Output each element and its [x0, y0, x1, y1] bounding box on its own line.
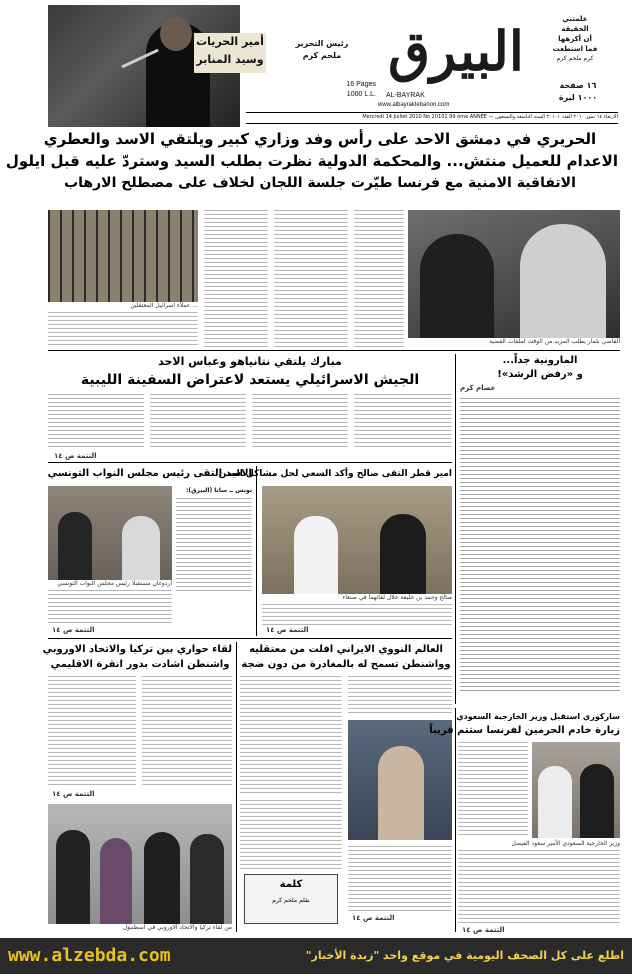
tunisia-text-1 — [176, 498, 252, 594]
column-author: عصام كرم — [460, 384, 496, 392]
tunisia-text-2 — [48, 590, 172, 624]
website: www.albayraklebanon.com — [378, 102, 450, 108]
tunisia-photo — [48, 486, 172, 580]
promo-text-box — [194, 33, 266, 73]
bellemare-photo — [408, 210, 620, 338]
opinion-column — [460, 354, 620, 704]
story-text-col-3 — [274, 210, 348, 348]
iran-text-4 — [348, 846, 452, 912]
figure-1 — [58, 512, 92, 580]
tunisia-dateline: تونس ــ سانا (البيرق): — [186, 487, 252, 494]
turkey-eu-continued: التتمة ص ١٤ — [52, 790, 95, 798]
iran-title-1: العالم النووي الايراني افلت من معتقليه — [249, 644, 443, 655]
headline-2: الاعدام للعميل منتش... والمحكمة الدولية نظرت بطلب السيد وستردّ عليه قبل ايلول — [5, 152, 618, 170]
saudi-photo — [532, 742, 620, 838]
slogan-author: كرم ملحم كرم — [556, 55, 594, 62]
eu-caption: من لقاء تركيا والاتحاد الاوروبي في اسطنبول — [122, 924, 232, 931]
mubarak-text-2 — [150, 394, 246, 450]
mubarak-kicker: مبارك يلتقي نتانياهو وعباس الاحد — [158, 355, 342, 368]
saudi-text-2 — [458, 850, 620, 924]
iran-text-2 — [348, 676, 452, 716]
headline-1: الحريري في دمشق الاحد على رأس وفد وزاري كبير ويلتقي الاسد والعطري — [43, 130, 597, 148]
tunisia-continued: التتمة ص ١٤ — [52, 626, 95, 634]
eu-figure-4 — [190, 834, 224, 924]
prison-caption: ... عملاء اسرائيل المعتقلين — [130, 302, 198, 309]
footer-banner[interactable] — [0, 938, 632, 974]
turkey-eu-title-2: واشنطن اشادت بدور انقرة الاقليمي — [50, 659, 230, 670]
footer-slogan: اطلع على كل الصحف اليومية في موقع واحد "زبدة الأخبار" — [305, 949, 624, 962]
pages-price-en — [330, 80, 376, 104]
person-left — [420, 234, 494, 338]
iran-title-2: وواشنطن تسمح له بالمغادرة من دون ضجة — [241, 659, 451, 670]
tunisia-divider — [256, 466, 257, 636]
turkey-eu-text-2 — [142, 676, 232, 786]
turkey-eu-title-1: لقاء حواري بين تركيا والاتحاد الاوروبي — [42, 644, 232, 655]
mubarak-text-3 — [252, 394, 348, 450]
qatar-photo — [262, 486, 452, 594]
promo-inside: كلمة — [279, 879, 303, 890]
pages-price-ar — [548, 80, 608, 108]
mubarak-text-4 — [354, 394, 452, 450]
iran-continued: التتمة ص ١٤ — [352, 914, 395, 922]
editor-info — [286, 38, 358, 68]
yemen-continued: التتمة ص ١٤ — [266, 626, 309, 634]
slogan-line-2: الحقيقة — [561, 25, 589, 33]
masthead — [0, 0, 632, 130]
saudi-figure-2 — [580, 764, 614, 838]
column-divider — [455, 354, 456, 704]
iran-text-1 — [240, 676, 342, 796]
slogan-line-4: فما استطعت — [552, 45, 598, 53]
column-title-1: المارونية جداً... — [502, 355, 578, 366]
promo-line-1: أمير الحريات — [196, 35, 264, 48]
slogan-line-1: علمتني — [562, 15, 588, 23]
column-text — [460, 398, 620, 694]
speaker-head — [160, 17, 192, 51]
emir-figure — [294, 516, 338, 594]
pages-ar: ١٦ صفحة — [559, 81, 597, 90]
yemen-title: امير قطر التقى صالح وأكد السعي لحل مشاكل اليمن — [218, 469, 452, 479]
story-text-col-1 — [48, 312, 198, 348]
footer-website[interactable]: www.alzebda.com — [8, 945, 171, 966]
date-line: Mercredi 14 Juillet 2010 No 20101 99 ème ANNÉE — الاربعاء ١٤ تموز ٢٠١٠ العدد ٢٠١٠١ السنة التاسعة والتسعون — [362, 114, 618, 120]
promo-line-2: وسيد المنابر — [196, 53, 264, 66]
logo-en: AL-BAYRAK — [386, 92, 425, 99]
divider-1 — [48, 350, 620, 351]
column-title-2: و «رفض الرشد»! — [497, 369, 583, 380]
mubarak-title: الجيش الاسرائيلي يستعد لاعتراض السفينة الليبية — [80, 372, 420, 388]
figure-2 — [122, 516, 160, 580]
prison-photo — [48, 210, 198, 302]
eu-photo — [48, 804, 232, 924]
person-right — [520, 224, 606, 338]
divider-2 — [48, 462, 452, 463]
saudi-kicker: ساركوزي استقبل وزير الخارجية السعودي — [456, 712, 620, 721]
divider-3 — [48, 638, 452, 639]
eu-figure-1 — [56, 830, 90, 924]
bellemare-caption: القاضي بلمار يطلب المزيد من الوقت لملفات القضية — [489, 338, 620, 345]
story-text-col-4 — [354, 210, 404, 348]
eu-figure-3 — [144, 832, 180, 924]
yemen-text — [262, 604, 452, 626]
eu-figure-2 — [100, 838, 132, 924]
slogan-block — [540, 14, 610, 76]
headline-3: الاتفاقية الامنية مع فرنسا طيّرت جلسة اللجان لخلاف على مصطلح الارهاب — [64, 175, 576, 191]
promo-photo — [48, 5, 264, 127]
editor-title: رئيس التحرير — [295, 39, 349, 48]
saudi-figure-1 — [538, 766, 572, 838]
mubarak-text-1 — [48, 394, 144, 450]
logo-text: البيرق — [388, 19, 524, 83]
mubarak-continued: التتمة ص ١٤ — [54, 452, 97, 460]
turkey-caption: اردوغان مستقبلا رئيس مجلس النواب التونسي — [57, 580, 172, 587]
saudi-continued: التتمة ص ١٤ — [462, 926, 505, 934]
promo-box — [244, 874, 338, 924]
scientist-figure — [378, 746, 424, 840]
saudi-caption: وزير الخارجية السعودي الأمير سعود الفيصل — [511, 840, 620, 847]
slogan-line-3: أن أكرهها — [558, 35, 592, 43]
iran-text-3 — [240, 800, 342, 870]
saleh-figure — [380, 514, 426, 594]
tunisia-title: الاسد التقى رئيس مجلس النواب التونسي — [47, 468, 252, 479]
qatar-caption: صالح وحمد بن خليفة خلال لقائهما في صنعاء — [342, 594, 452, 601]
promo-inside-note: بقلم ملحم كرم — [272, 897, 310, 904]
turkey-eu-divider — [236, 642, 237, 932]
saudi-text-1 — [458, 742, 528, 838]
editor-name: ملحم كرم — [302, 51, 342, 60]
date-rule-bottom — [246, 123, 618, 124]
pages-en: 16 Pages — [346, 81, 376, 88]
saudi-title: زيارة خادم الحرمين لفرنسا ستتم قريباً — [429, 725, 620, 736]
price-ar: ١٠٠٠ ليرة — [558, 93, 598, 102]
iran-divider — [455, 708, 456, 932]
logo — [380, 10, 532, 98]
turkey-eu-text-1 — [48, 676, 136, 786]
price-en: 1000 L.L. — [346, 91, 376, 98]
story-text-col-2 — [204, 210, 268, 348]
